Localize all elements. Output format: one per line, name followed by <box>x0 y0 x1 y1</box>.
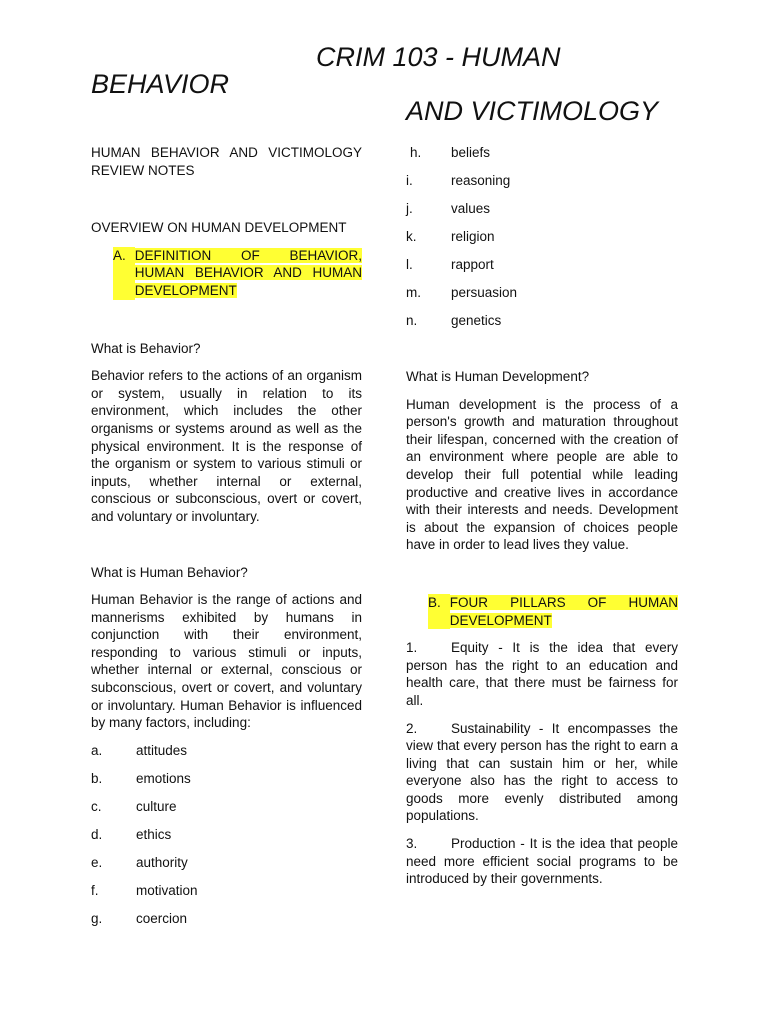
list-item-letter: a. <box>91 742 103 758</box>
section-a-label: A. <box>113 247 135 300</box>
list-item <box>91 826 362 854</box>
pillar-number: 1. <box>406 640 418 656</box>
list-item-letter: e. <box>91 854 103 870</box>
list-item-letter: b. <box>91 770 103 786</box>
list-item-text: rapport <box>451 257 494 272</box>
question-behavior: What is Behavior? <box>91 340 201 356</box>
document-title-line-2: BEHAVIOR <box>91 69 230 99</box>
list-item <box>406 200 678 228</box>
factors-list-right <box>406 144 678 340</box>
list-item <box>406 256 678 284</box>
pillar-text: Production - It is the idea that people need more efficient social programs to be introduced by their governments. <box>406 836 678 887</box>
list-item <box>91 882 362 910</box>
list-item <box>91 910 362 938</box>
list-item-text: culture <box>136 798 177 814</box>
section-a-text-wrap <box>135 247 362 300</box>
list-item <box>406 228 678 256</box>
list-item <box>91 770 362 798</box>
list-item-text: reasoning <box>451 173 511 188</box>
pillar-text: Sustainability - It encompasses the view that every person has the right to earn a living that can sustain him or her, while everyone also has the right to access to goods more evenly distributed among populations. <box>406 720 678 824</box>
list-item-text: persuasion <box>451 285 518 300</box>
list-item <box>91 742 362 770</box>
list-item <box>91 798 362 826</box>
list-item-letter: l. <box>406 257 413 272</box>
list-item <box>406 312 678 340</box>
list-item-letter: f. <box>91 882 99 898</box>
pillar-sustainability <box>406 720 678 826</box>
factors-list-left <box>91 742 362 938</box>
list-item-letter: k. <box>406 229 417 244</box>
list-item-letter: d. <box>91 826 103 842</box>
section-b-label: B. <box>428 594 450 629</box>
question-human-development: What is Human Development? <box>406 369 590 384</box>
pillar-text: Equity - It is the idea that every person has the right to an education and health care, that there must be fairness for all. <box>406 640 678 708</box>
list-item-text: emotions <box>136 770 191 786</box>
list-item-text: genetics <box>451 313 502 328</box>
list-item-letter: j. <box>406 201 413 216</box>
list-item-letter: n. <box>406 313 418 328</box>
section-b-text-wrap <box>450 594 678 629</box>
list-item-text: authority <box>136 854 188 870</box>
section-b-text: FOUR PILLARS OF HUMAN DEVELOPMENT <box>449 594 678 628</box>
list-item-letter: h. <box>410 145 422 160</box>
paragraph-human-development: Human development is the process of a person's growth and maturation throughout their lifespan, concerned with the creation of an environment where people are able to develop their full potential while leading productive and creative lives in accordance with their interests and needs. Development is about the expansion of choices people have in order to lead lives they value. <box>406 396 678 553</box>
document-title-line-3: AND VICTIMOLOGY <box>406 96 659 126</box>
list-item-letter: g. <box>91 910 103 926</box>
section-b-heading <box>428 594 678 629</box>
list-item-text: beliefs <box>451 145 491 160</box>
list-item <box>406 144 678 172</box>
list-item-text: motivation <box>136 882 198 898</box>
section-a-text: DEFINITION OF BEHAVIOR, HUMAN BEHAVIOR AND HUMAN DEVELOPMENT <box>134 247 362 298</box>
review-notes-heading: HUMAN BEHAVIOR AND VICTIMOLOGY REVIEW NOTES <box>91 145 362 178</box>
pillar-number: 3. <box>406 836 418 852</box>
paragraph-behavior: Behavior refers to the actions of an organism or system, usually in relation to its environment, which includes the other organisms or systems around as well as the physical environment. It is the response of the organism or system to various stimuli or inputs, whether internal or external, conscious or subconscious, overt or covert, and voluntary or involuntary. <box>91 368 362 524</box>
pillar-production <box>406 835 678 888</box>
right-column <box>406 144 678 888</box>
list-item-letter: c. <box>91 798 102 814</box>
pillar-number: 2. <box>406 720 418 736</box>
section-a-heading <box>113 247 362 300</box>
list-item-text: coercion <box>136 910 188 926</box>
list-item-letter: m. <box>406 285 421 300</box>
document-title-line-1: CRIM 103 - HUMAN <box>316 42 561 72</box>
pillar-equity <box>406 639 678 709</box>
list-item-text: religion <box>451 229 495 244</box>
list-item <box>91 854 362 882</box>
list-item-text: values <box>451 201 491 216</box>
overview-heading: OVERVIEW ON HUMAN DEVELOPMENT <box>91 220 347 236</box>
question-human-behavior: What is Human Behavior? <box>91 564 248 580</box>
list-item <box>406 284 678 312</box>
list-item-text: attitudes <box>136 742 188 758</box>
paragraph-human-behavior: Human Behavior is the range of actions and mannerisms exhibited by humans in conjunction with their environment, responding to various stimuli or inputs, whether internal or external, conscious or subconscious, overt or covert, and voluntary or involuntary. Human Behavior is influenced by many factors, including: <box>91 592 362 731</box>
list-item-letter: i. <box>406 173 413 188</box>
list-item-text: ethics <box>136 826 172 842</box>
left-column <box>91 144 362 938</box>
list-item <box>406 172 678 200</box>
